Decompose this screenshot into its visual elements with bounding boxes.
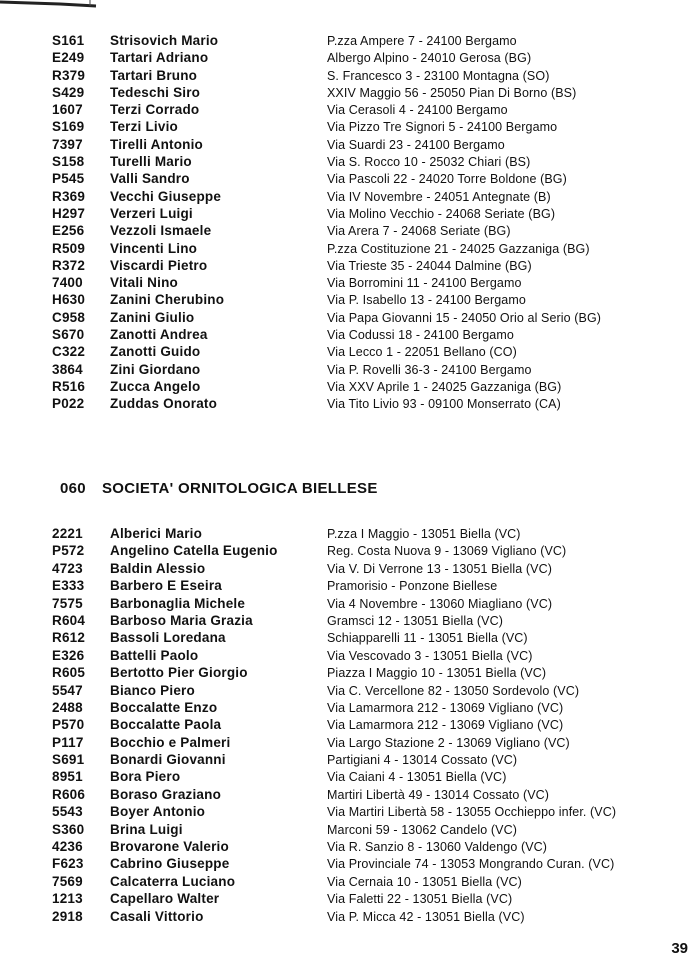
- member-code: C958: [52, 309, 86, 325]
- member-address: Via Tito Livio 93 - 09100 Monserrato (CA): [327, 397, 561, 412]
- member-address: Via P. Rovelli 36-3 - 24100 Bergamo: [327, 362, 532, 377]
- member-name: Tirelli Antonio: [110, 136, 203, 152]
- member-row: [0, 561, 700, 578]
- member-row: [0, 68, 700, 85]
- member-row: [0, 85, 700, 102]
- member-name: Verzeri Luigi: [110, 205, 193, 221]
- member-address: XXIV Maggio 56 - 25050 Pian Di Borno (BS): [327, 85, 577, 100]
- member-code: 7397: [52, 136, 83, 152]
- member-address: Via V. Di Verrone 13 - 13051 Biella (VC): [327, 561, 552, 576]
- member-row: [0, 613, 700, 630]
- member-code: R372: [52, 257, 86, 273]
- member-address: P.zza Ampere 7 - 24100 Bergamo: [327, 34, 517, 48]
- member-row: [0, 526, 700, 543]
- member-row: [0, 735, 700, 752]
- member-code: 4723: [52, 560, 83, 576]
- member-name: Zuddas Onorato: [110, 396, 218, 412]
- member-row: [0, 241, 700, 258]
- member-address: P.zza Costituzione 21 - 24025 Gazzaniga (BG): [327, 241, 590, 256]
- member-name: Vitali Nino: [110, 275, 178, 291]
- member-row: [0, 683, 700, 700]
- member-address: Via 4 Novembre - 13060 Miagliano (VC): [327, 596, 553, 611]
- member-name: Bertotto Pier Giorgio: [110, 665, 248, 681]
- member-row: [0, 648, 700, 665]
- member-address: Via Pizzo Tre Signori 5 - 24100 Bergamo: [327, 120, 558, 135]
- member-name: Boraso Graziano: [110, 786, 222, 802]
- member-code: P022: [52, 396, 85, 412]
- member-code: S429: [52, 84, 85, 100]
- member-code: P545: [52, 171, 85, 187]
- member-code: 4236: [52, 839, 83, 855]
- section-number: 060: [60, 480, 86, 497]
- member-code: F623: [52, 856, 84, 872]
- member-code: 5543: [52, 804, 83, 820]
- member-address: Via Lamarmora 212 - 13069 Vigliano (VC): [327, 700, 564, 715]
- member-address: Via P. Isabello 13 - 24100 Bergamo: [327, 293, 526, 308]
- member-address: Via Cernaia 10 - 13051 Biella (VC): [327, 874, 522, 889]
- member-address: Via Molino Vecchio - 24068 Seriate (BG): [327, 206, 556, 221]
- member-row: [0, 630, 700, 647]
- member-row: [0, 909, 700, 926]
- member-name: Battelli Paolo: [110, 647, 199, 663]
- member-row: [0, 578, 700, 595]
- member-code: R379: [52, 67, 86, 83]
- member-code: 2488: [52, 699, 83, 715]
- member-address: Via Borromini 11 - 24100 Bergamo: [327, 276, 522, 291]
- member-row: [0, 396, 700, 413]
- member-address: Via Lamarmora 212 - 13069 Vigliano (VC): [327, 718, 564, 733]
- section-title: SOCIETA' ORNITOLOGICA BIELLESE: [102, 480, 378, 497]
- member-name: Bocchio e Palmeri: [110, 734, 231, 750]
- member-row: [0, 310, 700, 327]
- member-name: Terzi Livio: [110, 119, 178, 135]
- member-code: S691: [52, 752, 85, 768]
- member-row: [0, 292, 700, 309]
- member-name: Bora Piero: [110, 769, 181, 785]
- member-name: Viscardi Pietro: [110, 257, 208, 273]
- member-name: Vincenti Lino: [110, 240, 198, 256]
- section-heading: [60, 480, 378, 502]
- member-code: P570: [52, 717, 85, 733]
- member-address: Via S. Rocco 10 - 25032 Chiari (BS): [327, 155, 531, 170]
- member-row: [0, 33, 700, 50]
- member-name: Zanotti Andrea: [110, 327, 208, 343]
- member-code: 2918: [52, 908, 83, 924]
- member-name: Casali Vittorio: [110, 908, 204, 924]
- member-code: 7400: [52, 275, 83, 291]
- member-row: [0, 189, 700, 206]
- member-address: Via Vescovado 3 - 13051 Biella (VC): [327, 648, 533, 663]
- member-address: Via Caiani 4 - 13051 Biella (VC): [327, 770, 507, 785]
- member-address: Martiri Libertà 49 - 13014 Cossato (VC): [327, 787, 550, 802]
- member-row: [0, 362, 700, 379]
- member-code: P117: [52, 734, 84, 750]
- member-name: Vecchi Giuseppe: [110, 188, 222, 204]
- member-row: [0, 327, 700, 344]
- member-name: Zanini Giulio: [110, 309, 195, 325]
- member-address: Via Papa Giovanni 15 - 24050 Orio al Serio (BG): [327, 310, 602, 325]
- member-name: Zanotti Guido: [110, 344, 201, 360]
- member-code: 7575: [52, 595, 83, 611]
- member-code: R605: [52, 665, 86, 681]
- member-code: E333: [52, 578, 85, 594]
- member-address: Via Suardi 23 - 24100 Bergamo: [327, 137, 505, 152]
- member-name: Valli Sandro: [110, 171, 190, 187]
- member-row: [0, 102, 700, 119]
- member-code: S161: [52, 33, 85, 48]
- member-code: E326: [52, 647, 85, 663]
- member-code: C322: [52, 344, 86, 360]
- member-address: Via Lecco 1 - 22051 Bellano (CO): [327, 345, 517, 360]
- member-code: P572: [52, 543, 85, 559]
- member-name: Bianco Piero: [110, 682, 195, 698]
- member-row: [0, 258, 700, 275]
- member-address: Via Trieste 35 - 24044 Dalmine (BG): [327, 258, 532, 273]
- member-row: [0, 787, 700, 804]
- member-list-top: [0, 33, 700, 414]
- member-code: R612: [52, 630, 86, 646]
- member-name: Zucca Angelo: [110, 378, 201, 394]
- member-row: [0, 717, 700, 734]
- member-row: [0, 137, 700, 154]
- member-list-bottom: [0, 526, 700, 926]
- member-row: [0, 154, 700, 171]
- member-address: Via Pascoli 22 - 24020 Torre Boldone (BG): [327, 172, 567, 187]
- member-code: R509: [52, 240, 86, 256]
- member-address: Via R. Sanzio 8 - 13060 Valdengo (VC): [327, 840, 548, 855]
- member-name: Tedeschi Siro: [110, 84, 201, 100]
- member-code: 2221: [52, 526, 83, 541]
- member-address: Via Largo Stazione 2 - 13069 Vigliano (VC): [327, 735, 570, 750]
- member-address: Via Arera 7 - 24068 Seriate (BG): [327, 224, 511, 239]
- member-name: Zanini Cherubino: [110, 292, 225, 308]
- member-code: 7569: [52, 873, 83, 889]
- member-row: [0, 206, 700, 223]
- page-number: 39: [671, 940, 688, 957]
- member-name: Alberici Mario: [110, 526, 203, 541]
- member-row: [0, 769, 700, 786]
- member-address: Gramsci 12 - 13051 Biella (VC): [327, 613, 503, 628]
- member-address: Reg. Costa Nuova 9 - 13069 Vigliano (VC): [327, 544, 567, 559]
- member-code: 3864: [52, 361, 83, 377]
- member-name: Bonardi Giovanni: [110, 752, 226, 768]
- member-name: Strisovich Mario: [110, 33, 219, 48]
- member-code: S169: [52, 119, 85, 135]
- member-row: [0, 344, 700, 361]
- member-name: Barboso Maria Grazia: [110, 612, 253, 628]
- member-row: [0, 223, 700, 240]
- member-address: Marconi 59 - 13062 Candelo (VC): [327, 822, 518, 837]
- member-name: Capellaro Walter: [110, 891, 220, 907]
- member-row: [0, 804, 700, 821]
- member-address: Albergo Alpino - 24010 Gerosa (BG): [327, 51, 532, 66]
- member-code: 5547: [52, 682, 83, 698]
- member-code: H297: [52, 205, 86, 221]
- member-row: [0, 379, 700, 396]
- member-row: [0, 874, 700, 891]
- member-row: [0, 700, 700, 717]
- member-code: S360: [52, 821, 85, 837]
- member-name: Zini Giordano: [110, 361, 201, 377]
- member-row: [0, 752, 700, 769]
- member-address: S. Francesco 3 - 23100 Montagna (SO): [327, 68, 550, 83]
- member-address: Via Martiri Libertà 58 - 13055 Occhieppo infer. (VC): [327, 805, 617, 820]
- member-name: Boccalatte Paola: [110, 717, 222, 733]
- member-name: Tartari Adriano: [110, 50, 209, 66]
- member-name: Bassoli Loredana: [110, 630, 226, 646]
- member-code: S670: [52, 327, 85, 343]
- member-name: Vezzoli Ismaele: [110, 223, 212, 239]
- member-name: Tartari Bruno: [110, 67, 198, 83]
- member-row: [0, 822, 700, 839]
- member-name: Brovarone Valerio: [110, 839, 229, 855]
- member-name: Barbero E Eseira: [110, 578, 223, 594]
- member-code: R604: [52, 612, 86, 628]
- member-name: Brina Luigi: [110, 821, 183, 837]
- member-code: 8951: [52, 769, 83, 785]
- member-name: Baldin Alessio: [110, 560, 206, 576]
- member-name: Boccalatte Enzo: [110, 699, 218, 715]
- member-row: [0, 596, 700, 613]
- member-address: Via C. Vercellone 82 - 13050 Sordevolo (VC): [327, 683, 580, 698]
- member-row: [0, 119, 700, 136]
- member-code: E256: [52, 223, 85, 239]
- member-code: R516: [52, 378, 86, 394]
- member-address: Via Faletti 22 - 13051 Biella (VC): [327, 892, 513, 907]
- member-name: Boyer Antonio: [110, 804, 206, 820]
- member-code: 1213: [52, 891, 83, 907]
- member-address: Via IV Novembre - 24051 Antegnate (B): [327, 189, 551, 204]
- member-code: R606: [52, 786, 86, 802]
- member-row: [0, 171, 700, 188]
- member-row: [0, 839, 700, 856]
- member-row: [0, 856, 700, 873]
- member-address: Via P. Micca 42 - 13051 Biella (VC): [327, 909, 525, 924]
- member-address: P.zza I Maggio - 13051 Biella (VC): [327, 527, 521, 541]
- member-code: S158: [52, 154, 85, 170]
- member-address: Via Cerasoli 4 - 24100 Bergamo: [327, 103, 508, 118]
- member-row: [0, 275, 700, 292]
- member-address: Piazza I Maggio 10 - 13051 Biella (VC): [327, 666, 547, 681]
- member-code: R369: [52, 188, 86, 204]
- member-address: Pramorisio - Ponzone Biellese: [327, 579, 498, 594]
- member-address: Via XXV Aprile 1 - 24025 Gazzaniga (BG): [327, 379, 562, 394]
- member-address: Via Provinciale 74 - 13053 Mongrando Curan. (VC): [327, 857, 615, 872]
- member-name: Cabrino Giuseppe: [110, 856, 230, 872]
- member-code: E249: [52, 50, 85, 66]
- member-row: [0, 50, 700, 67]
- member-row: [0, 543, 700, 560]
- member-name: Calcaterra Luciano: [110, 873, 236, 889]
- member-name: Terzi Corrado: [110, 102, 200, 118]
- member-address: Via Codussi 18 - 24100 Bergamo: [327, 328, 514, 343]
- scan-edge-mark: [0, 0, 110, 10]
- member-code: H630: [52, 292, 86, 308]
- member-code: 1607: [52, 102, 83, 118]
- member-row: [0, 891, 700, 908]
- member-address: Schiapparelli 11 - 13051 Biella (VC): [327, 631, 528, 646]
- member-name: Barbonaglia Michele: [110, 595, 246, 611]
- member-row: [0, 665, 700, 682]
- member-name: Angelino Catella Eugenio: [110, 543, 278, 559]
- member-address: Partigiani 4 - 13014 Cossato (VC): [327, 753, 518, 768]
- member-name: Turelli Mario: [110, 154, 192, 170]
